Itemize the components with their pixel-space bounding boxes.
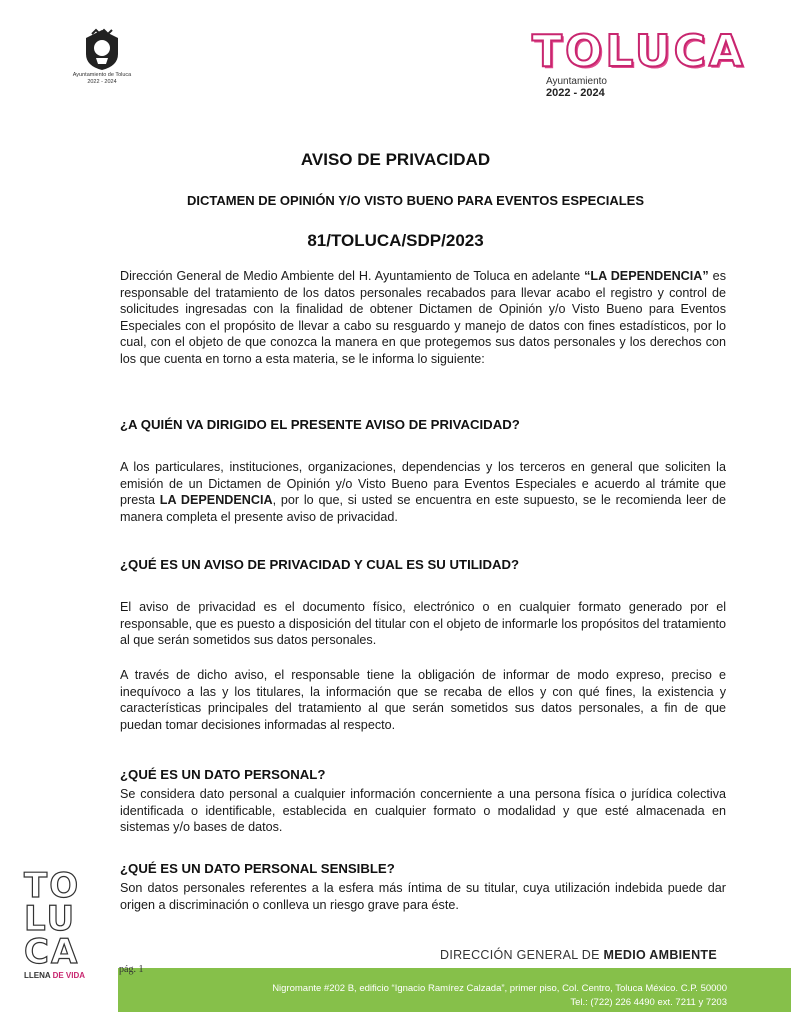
footer-dept-bold: MEDIO AMBIENTE: [603, 948, 717, 962]
section-paragraph-dato-sensible: Son datos personales referentes a la esfera más íntima de su titular, cuya utilización indebida puede dar origen a discriminación o conlleva un riesgo grave para éste.: [120, 881, 726, 912]
section-heading-aviso: ¿QUÉ ES UN AVISO DE PRIVACIDAD Y CUAL ES SU UTILIDAD?: [120, 557, 520, 572]
section-paragraph-dato-personal: Se considera dato personal a cualquier información concerniente a una persona física o jurídica colectiva identificada o identificable, establecida en cualquier formato o modalidad y que esté almacenada en sistemas y/o bases de datos.: [120, 787, 726, 834]
footer-dept-regular: DIRECCIÓN GENERAL DE: [440, 948, 604, 962]
lema-part-1: LLENA: [24, 971, 53, 980]
document-code: 81/TOLUCA/SDP/2023: [307, 231, 484, 250]
s1-text-1: A los particulares, instituciones, organizaciones, dependencias y los terceros en general que soliciten la emisión de un Dictamen de Opinión y/o Visto Bueno para Eventos Especiales e acuerdo al trámite que presta: [120, 460, 726, 507]
page-number: pág. 1: [119, 964, 144, 975]
brand-years: 2022 - 2024: [546, 87, 605, 99]
section-heading-dato-personal: ¿QUÉ ES UN DATO PERSONAL?: [120, 767, 326, 782]
section-heading-dirigido: ¿A QUIÉN VA DIRIGIDO EL PRESENTE AVISO DE PRIVACIDAD?: [120, 417, 520, 432]
toluca-llena-de-vida-logo: [24, 866, 106, 980]
lema-part-2: DE VIDA: [52, 971, 86, 980]
footer-phone: Tel.: (722) 226 4490 ext. 7211 y 7203: [570, 997, 727, 1008]
brand-ayuntamiento: Ayuntamiento: [546, 76, 607, 87]
toluca-brand-logo: [532, 26, 746, 99]
crest-caption: Ayuntamiento de Toluca: [72, 72, 132, 78]
section-paragraph-aviso-1: El aviso de privacidad es el documento físico, electrónico o en cualquier formato generado por el responsable, que es puesto a disposición del titular con el objeto de informarle los propósitos del tratamiento al que serán sometidos sus datos personales.: [120, 600, 726, 647]
section-heading-dato-sensible: ¿QUÉ ES UN DATO PERSONAL SENSIBLE?: [120, 861, 395, 876]
s1-bold: LA DEPENDENCIA: [159, 493, 273, 507]
footer-address: Nigromante #202 B, edificio “Ignacio Ramírez Calzada”, primer piso, Col. Centro, Toluca México. C.P. 50000: [272, 983, 727, 994]
side-logo-line-2: LU: [24, 899, 77, 939]
side-logo-line-3: CA: [24, 932, 80, 972]
footer-address-block: [272, 982, 727, 1010]
document-subtitle: DICTAMEN DE OPINIÓN Y/O VISTO BUENO PARA EVENTOS ESPECIALES: [187, 193, 644, 208]
intro-bold: “LA DEPENDENCIA”: [584, 269, 709, 283]
document-title: AVISO DE PRIVACIDAD: [300, 150, 491, 169]
intro-text-2: es responsable del tratamiento de los datos personales recabados para llevar acabo el registro y control de solicitudes ingresadas con la finalidad de obtener Dictamen de Opinión y/o Visto Bueno para Eventos Especiales con el propósito de llevar a cabo su resguardo y manejo de datos con fines estadísticos, por lo cual, con el objeto de que conozca la manera en que protegemos sus datos personales y los derechos con los que cuenta en torno a esta materia, se le informa lo siguiente:: [120, 269, 726, 366]
brand-wordmark: TOLUCA: [532, 26, 746, 77]
side-logo-line-1: TO: [24, 866, 81, 906]
side-logo-lema: [24, 971, 106, 980]
s1-text-2: , por lo que, si usted se encuentra en este supuesto, se le recomienda leer de manera completa el presente aviso de privacidad.: [120, 493, 726, 524]
section-paragraph-dirigido: [120, 459, 726, 525]
intro-text-1: Dirección General de Medio Ambiente del H. Ayuntamiento de Toluca en adelante: [120, 269, 585, 283]
footer-department: [440, 948, 717, 962]
footer-bar: [118, 968, 791, 1012]
crest-icon: [80, 28, 124, 72]
crest-years: 2022 - 2024: [87, 79, 117, 85]
section-paragraph-aviso-2: A través de dicho aviso, el responsable tiene la obligación de informar de modo expreso, preciso e inequívoco a las y los titulares, la información que se recaba de ellos y con qué fines, la existencia y características principales del tratamiento al que serán sometidos sus datos personales, a fin de que puedan tomar decisiones informadas al respecto.: [120, 668, 726, 732]
intro-paragraph: [120, 268, 726, 367]
municipal-crest-logo: [70, 28, 134, 86]
